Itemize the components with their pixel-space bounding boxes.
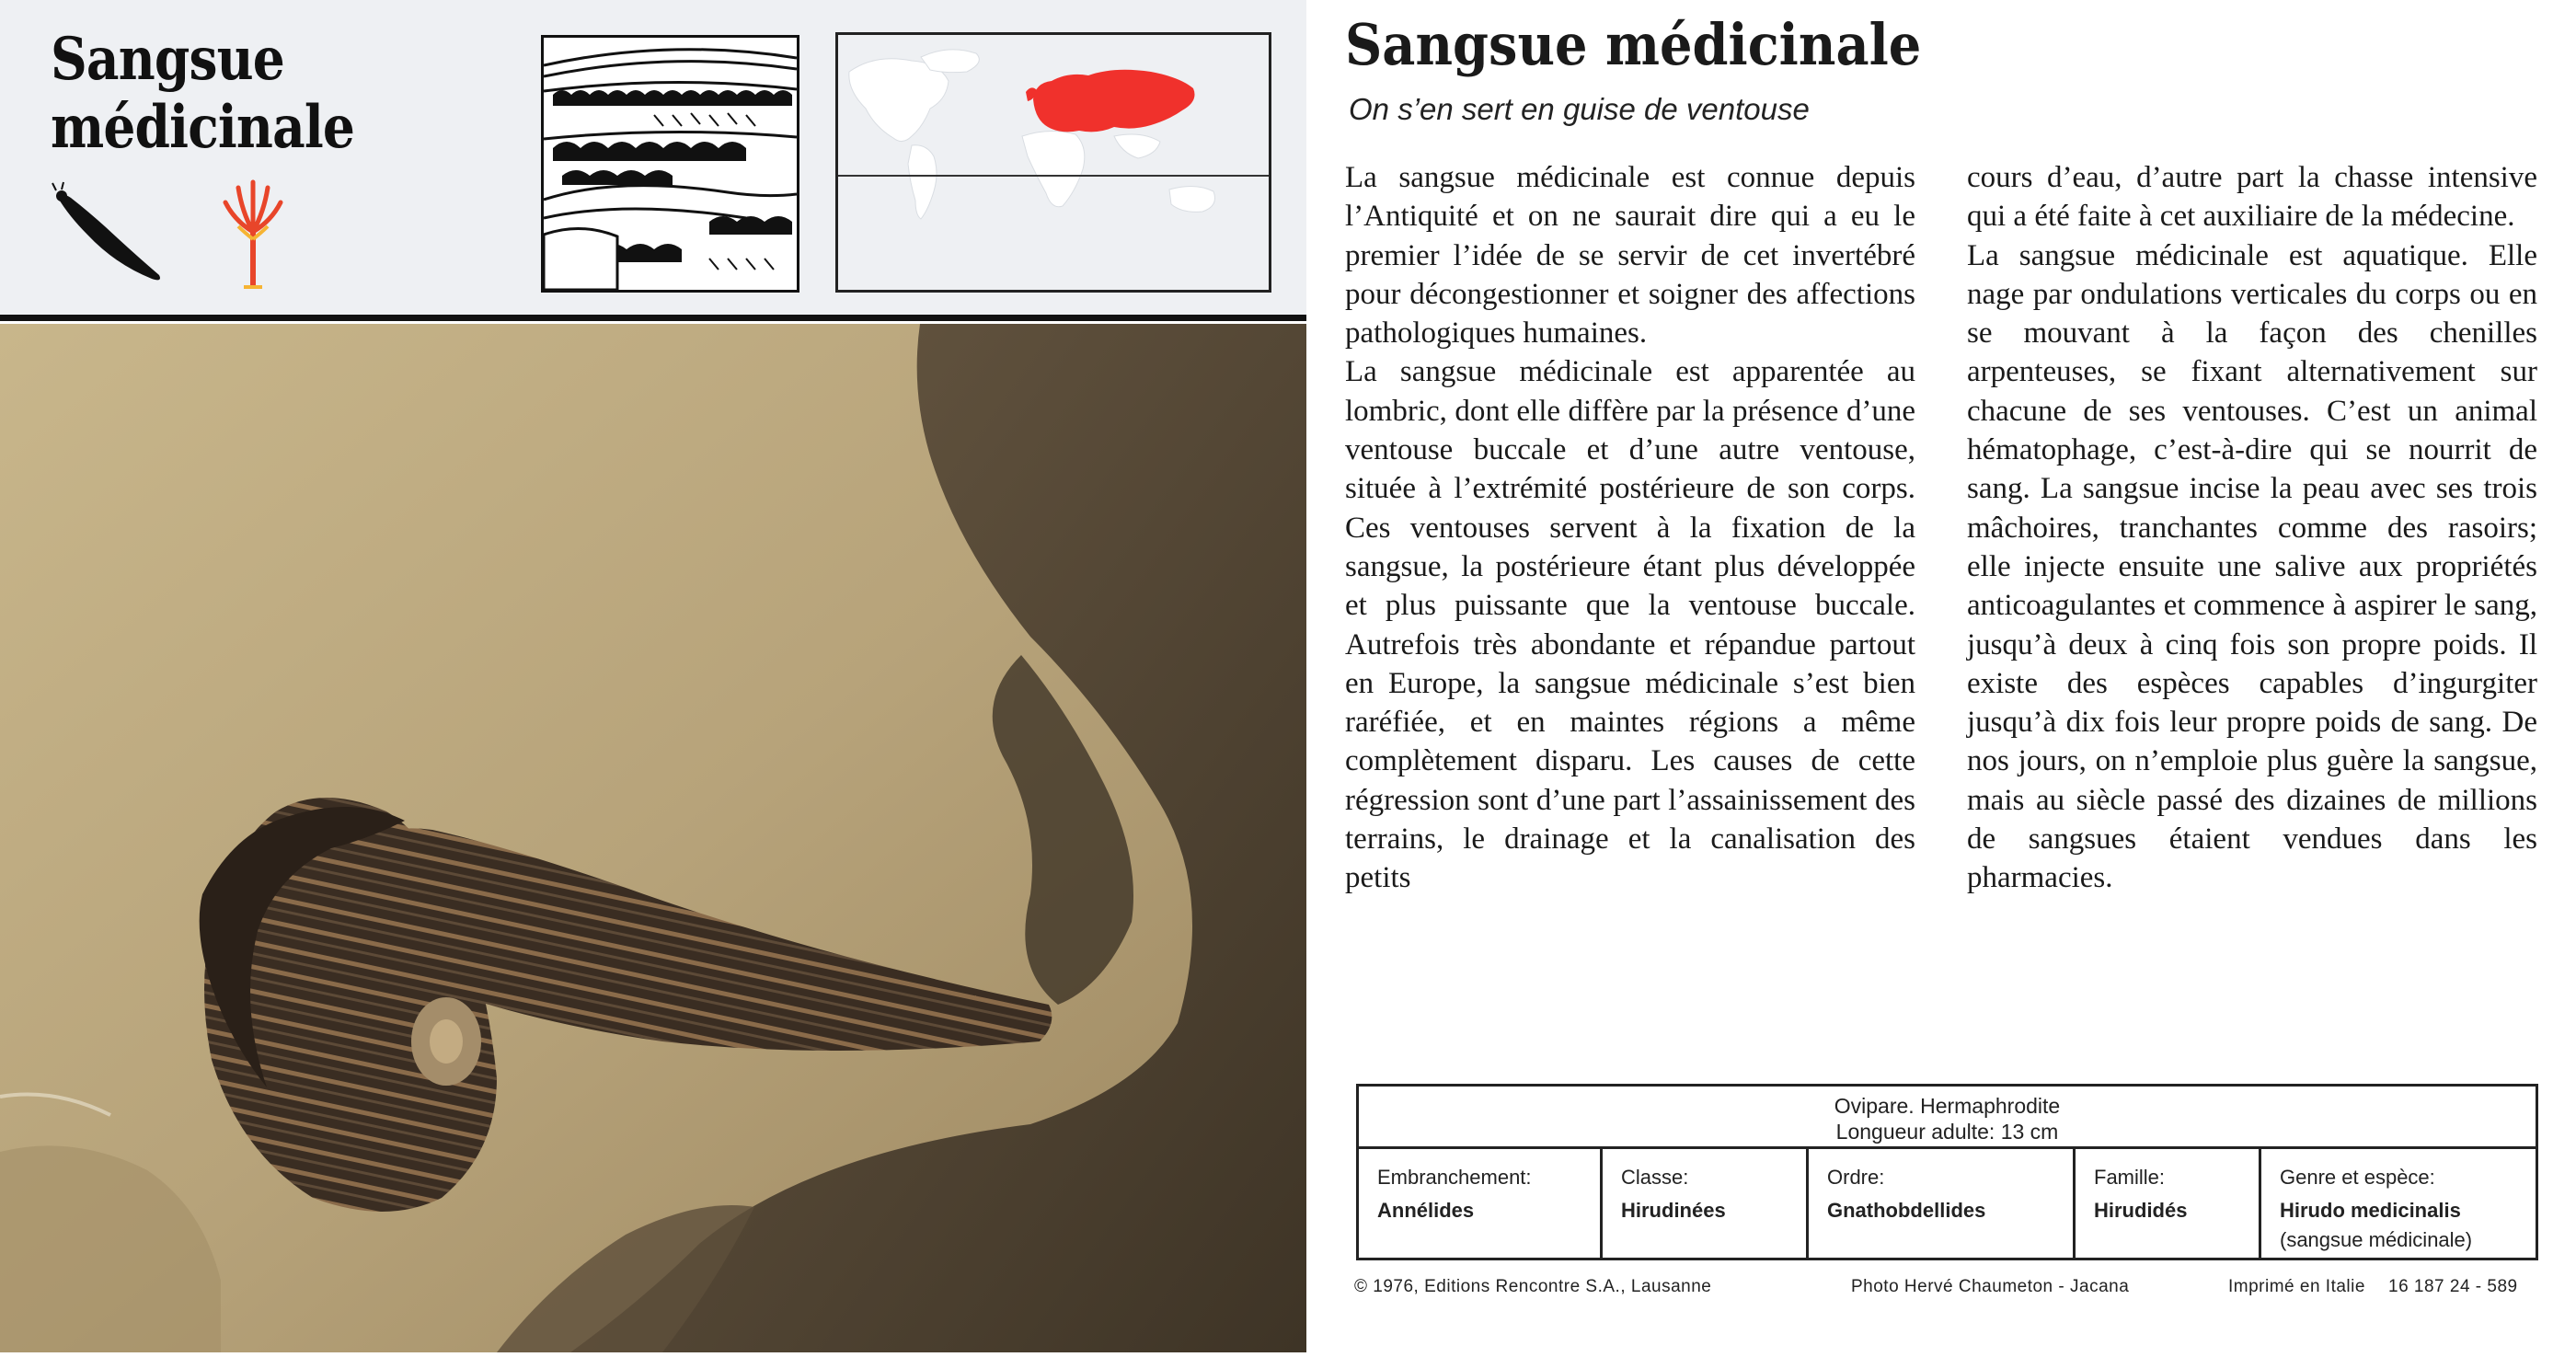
text-column-right bbox=[1967, 158, 2537, 898]
info-summary bbox=[1359, 1087, 2536, 1149]
back-title: Sangsue médicinale bbox=[1345, 11, 1922, 78]
cell-label: Famille: bbox=[2094, 1166, 2166, 1189]
paragraph: La sangsue médicinale est aquatique. Elle nage par ondulations verticales du corps ou en se mouvant à la façon des chenilles arpenteuses, se fixant alternativement sur chacune de ses ventouses. C’est un animal hématophage, c’est-à-dire qui se nourrit de sang. La sangsue incise la peau avec ses trois mâchoires, tranchantes comme des rasoirs; elle injecte ensuite une salive aux propriétés anticoagulantes et commence à aspirer le sang, jusqu’à deux à cinq fois son propre poids. Il existe des espèces capables d’ingurgiter jusqu’à dix fois leur propre poids de sang. De nos jours, on n’emploie plus guère la sangsue, mais au siècle passé des dizaines de millions de sangsues étaient vendues dans les pharmacies. bbox=[1967, 238, 2537, 895]
cell-value: Hirudo medicinalis bbox=[2280, 1199, 2461, 1222]
habitat-drawing bbox=[544, 38, 797, 290]
back-card bbox=[1306, 0, 2576, 1352]
cell-label: Classe: bbox=[1621, 1166, 1689, 1189]
text-column-left bbox=[1345, 158, 1915, 898]
cell-label: Genre et espèce: bbox=[2280, 1166, 2435, 1189]
cell-ordre bbox=[1806, 1149, 2073, 1258]
footer-photo-credit: Photo Hervé Chaumeton - Jacana bbox=[1851, 1277, 2130, 1296]
cell-famille bbox=[2073, 1149, 2259, 1258]
footer-copyright: © 1976, Editions Rencontre S.A., Lausanne bbox=[1354, 1277, 1712, 1296]
distribution-map bbox=[835, 32, 1271, 293]
cell-classe bbox=[1600, 1149, 1806, 1258]
info-line-reproduction: Ovipare. Hermaphrodite bbox=[1834, 1094, 2061, 1118]
footer-printed: Imprimé en Italie bbox=[2228, 1277, 2365, 1296]
front-title-line1: Sangsue bbox=[51, 25, 284, 94]
classification-cells bbox=[1359, 1149, 2536, 1258]
world-map bbox=[838, 35, 1269, 290]
aquatic-plant-icon bbox=[216, 175, 290, 290]
cell-genre-espece bbox=[2259, 1149, 2536, 1258]
cell-value: Hirudinées bbox=[1621, 1199, 1726, 1222]
leech-photo-image bbox=[0, 324, 1306, 1352]
paragraph: cours d’eau, d’autre part la chasse intensive qui a été faite à cet auxiliaire de la médecine. bbox=[1967, 161, 2537, 234]
front-title bbox=[51, 26, 462, 162]
leech-icon bbox=[51, 179, 170, 290]
cell-embranchement bbox=[1359, 1149, 1600, 1258]
footer-code: 16 187 24 - 589 bbox=[2388, 1277, 2518, 1296]
classification-table bbox=[1356, 1084, 2538, 1260]
cell-extra: (sangsue médicinale) bbox=[2280, 1228, 2473, 1251]
leech-photo bbox=[0, 324, 1306, 1352]
cell-value: Annélides bbox=[1377, 1199, 1475, 1222]
front-header bbox=[0, 0, 1306, 321]
back-subtitle: On s’en sert en guise de ventouse bbox=[1349, 92, 1810, 126]
cell-value: Gnathobdellides bbox=[1827, 1199, 1986, 1222]
cell-label: Ordre: bbox=[1827, 1166, 1885, 1189]
cell-label: Embranchement: bbox=[1377, 1166, 1532, 1189]
cell-value: Hirudidés bbox=[2094, 1199, 2188, 1222]
habitat-illustration bbox=[541, 35, 799, 293]
info-line-length: Longueur adulte: 13 cm bbox=[1835, 1120, 2059, 1144]
paragraph: La sangsue médicinale est apparentée au lombric, dont elle diffère par la présence d’une ventouse buccale et d’une autre ventouse, située à l’extrémité postérieure de son corps. Ces ventouses servent à la fixation de la sangsue, la postérieure étant plus développée et plus puissante que la ventouse buccale. Autrefois très abondante et répandue partout en Europe, la sangsue médicinale s’est bien raréfiée, et en maintes régions a même complètement disparu. Les causes de cette régression sont d’une part l’assainissement des terrains, le drainage et la canalisation des petits bbox=[1345, 355, 1915, 895]
front-title-line2: médicinale bbox=[51, 93, 355, 162]
paragraph: La sangsue médicinale est connue depuis l’Antiquité et on ne saurait dire qui a eu le premier l’idée de se servir de cet invertébré pour décongestionner et soigner des affections pathologiques humaines. bbox=[1345, 161, 1915, 351]
